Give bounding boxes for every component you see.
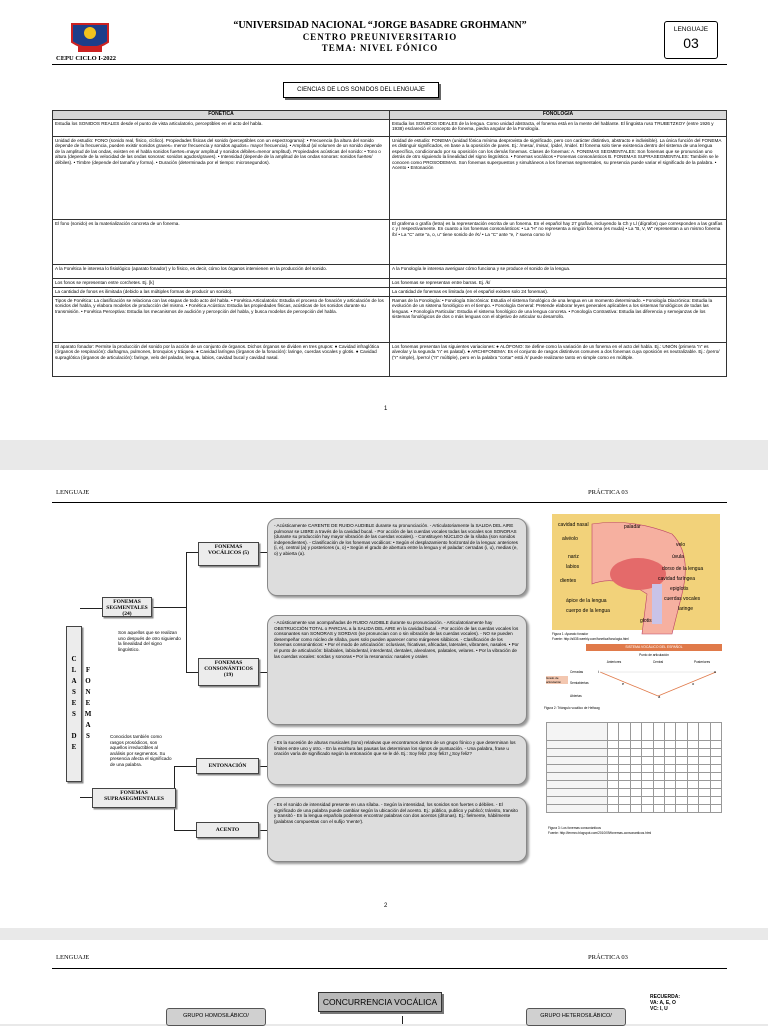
fig1-label: paladar	[624, 524, 641, 530]
connector	[402, 1016, 403, 1024]
connector	[259, 552, 267, 553]
intonation-info-box: - Es la sucesión de alturas musicales (tono) relativas que encontramos dentro de un grupo fónico y que determinan los límites entre uno y otro. - En la escritura las pausas las determinan los signos de puntuación. - Una palabra, frase u oración varía de significado según la entonación que se le dé. Ej.: Soy feliz ¡Soy feliz! ¿Soy feliz?	[267, 735, 527, 785]
fig1-label: glotis	[640, 618, 652, 624]
fig2-row: Cerradas	[570, 670, 584, 674]
connector	[259, 766, 267, 767]
course-badge	[664, 21, 718, 59]
connector	[80, 608, 102, 609]
fig1-label: nariz	[568, 554, 579, 560]
consonant-table-figure	[546, 722, 722, 822]
fig2-vowel: e	[622, 681, 625, 686]
fig1-label: dientes	[560, 578, 577, 584]
connector	[259, 830, 267, 831]
col-header-fonologia: FONOLOGÍA	[390, 111, 727, 120]
page-2	[0, 470, 768, 928]
fig2-vowel: u	[714, 669, 717, 674]
connector	[186, 672, 198, 673]
fig1-label: labios	[566, 564, 580, 570]
table-cell: Los fonemas se representan entre barras. Ej. /k/	[390, 278, 727, 287]
accent-info-box: - Es el sonido de intensidad presente en una sílaba. - Según la intensidad, los sonidos son fuertes o débiles. - El significado de una palabra puede cambiar según la ubicación del acento. Ej.: público, publico y publicó; tránsito, transito y transitó - En la lengua española podemos encontrar palabras con dos acentos (dítonas). Ej.: fielmente, hábilmente (palabras compuestas con el sufijo 'mente').	[267, 797, 527, 862]
reminder	[650, 994, 680, 1012]
fig2-caption: Figura 2: Triángulo vocálico de Hellwag	[544, 706, 600, 710]
fig2-vowel: a	[658, 694, 661, 699]
fig1-label: ápice de la lengua	[566, 598, 607, 604]
table-cell: Ramas de la Fonología: • Fonología Sincrónica: Estudia el sistema fonológico de una lengua en un momento determinado. • Fonología Diacrónica: Estudia la evolución de un sistema fonológico en el tiempo. • Fonología General: Pretende elaborar leyes generales aplicables a los sistemas fonológicos de todas las lenguas. • Fonología Particular: Estudia el sistema fonológico de una lengua concreta. • Fonología Contrastiva: Estudia las diferencia y semejanzas de los sistemas fonológicos de dos o más lenguas con el objetivo de articular su desarrollo.	[390, 296, 727, 342]
fig1-source: Fuente: http://s535.weebly.com/fonetica/fonologia.html	[552, 637, 629, 641]
fig2-vowel: o	[692, 681, 695, 686]
vocal-apparatus-figure	[552, 514, 720, 630]
fig2-col: Posteriores	[693, 660, 711, 664]
cycle-label: CEPU CICLO I-2022	[56, 55, 116, 62]
reminder-line: VC: I, U	[650, 1006, 668, 1012]
header-right: PRÁCTICA 03	[588, 954, 628, 961]
header-right: PRÁCTICA 03	[588, 489, 628, 496]
fig2-row: Abiertas	[570, 694, 582, 698]
fig1-label: epiglotis	[670, 586, 689, 592]
intonation-label: ENTONACIÓN	[196, 758, 259, 774]
fig2-vowel: i	[598, 669, 599, 674]
page-number: 1	[384, 406, 388, 412]
fig2-col: Central	[652, 660, 664, 664]
heterosyllabic-group: GRUPO HETEROSILÁBICO/	[526, 1008, 626, 1026]
segmental-label: FONEMAS SEGMENTALES (24)	[102, 597, 152, 617]
header-divider	[52, 64, 727, 65]
connector	[174, 766, 196, 767]
col-header-fonetica: FONÉTICA	[53, 111, 390, 120]
section-title: CIENCIAS DE LOS SONIDOS DEL LENGUAJE	[283, 82, 439, 98]
table-cell: La cantidad de fonos es ilimitada (debido a las múltiples formas de producir un sonido).	[53, 287, 390, 296]
fig2-side: Grado de articulación	[546, 676, 568, 684]
header-left: LENGUAJE	[56, 489, 90, 496]
consonant-grid	[546, 722, 722, 813]
table-cell: Estudia los SONIDOS REALES desde el punto de vista articulatorio, perceptibles en el acto del habla.	[53, 119, 390, 136]
consonant-info-box: - Acústicamente van acompañadas de RUIDO AUDIBLE durante su pronunciación. - Articulatoriamente hay OBSTRUCCIÓN TOTAL o PARCIAL a la SALIDA DEL AIRE en la cavidad bucal. - Por acción de las cuerdas vocales los consonantes son SONORAS y SORDAS (se pronuncian con o sin vibración de las cuerdas vocales). - NO se pueden desempeñar como núcleo de sílaba, pues solo pueden aparecer como márgenes silábicos. - Clasificación de los fonemas consonánticos: • Por el modo de articulación: oclusivas, fricativas, africadas, laterales, vibrantes, nasales. • Por el punto de articulación: bilabiales, labiodental, interdental, dentales, alveolares, palatales, velares. • Por la vibración de las cuerdas vocales: sordas y sonoras • Por la resonancia: nasales y orales	[267, 615, 527, 725]
suprasegmental-note: Conocidos también como rasgos prosódicos, son aquellos irreductibles al análisis por segmentos. Su presencia afecta el significado de una palabra.	[110, 734, 172, 767]
connector	[186, 552, 187, 672]
centre-title: CENTRO PREUNIVERSITARIO	[302, 32, 458, 42]
header-divider	[52, 502, 727, 503]
table-cell: Unidad de estudio: FONO (sonido real, físico, cíclico). Propiedades físicas del sonido (perceptibles con un espectrograma): • Frecuencia (la altura del sonido depende de la frecuencia, pueden existir sonidos graves= menor frecuencia y sonidos agudos= mayor frecuencia). • Amplitud (al volumen de un sonido depende de la amplitud de las ondas, existen en el habla sonidos fuertes=mayor amplitud y sonidos débiles=menor amplitud). Propiedades acústicas del sonido: • Tono o altura (depende de la velocidad de las ondas sonoras: sonidos agudos/graves). • Intensidad (depende de la amplitud de las ondas sonoras: sonidos fuertes/ débiles). • Timbre (depende del tamaño y forma). • Duración (determinada por el tiempo: microsegundos).	[53, 136, 390, 219]
table-cell: A la Fonética le interesa lo fisiológico (aparato fonador) y lo físico, es decir, cómo los órganos intervienen en la producción del sonido.	[53, 264, 390, 278]
table-cell: La cantidad de fonemas es limitada (en el español existen solo 24 fonemas).	[390, 287, 727, 296]
university-title: “UNIVERSIDAD NACIONAL “JORGE BASADRE GROHMANN”	[233, 20, 527, 31]
connector	[186, 552, 198, 553]
table-cell: Los fonos se representan entre corchetes. Ej. [k]	[53, 278, 390, 287]
table-cell: Los fonemas presentan las siguientes variaciones: ● ALÓFONO: Se define como la variación de un fonema en el acto del habla. Ej.: UNIÓN (primera “n” es alveolar y la segunda “n” es palatal). ● ARCHIFONEMA: Es el conjunto de rasgos distintivos comunes a dos fonemas cuya oposición es neutralizable. Ej.: /perro/ (“r” simple), /perro/ (“rr” múltiple), pero en la palabra “cortar” está /r/ puede realizarse tanto en simple como en múltiple.	[390, 342, 727, 376]
table-cell: A la Fonología le interesa averiguar cómo funciona y se produce el sonido de la lengua.	[390, 264, 727, 278]
course-label: LENGUAJE	[673, 26, 709, 33]
fig1-label: velo	[676, 542, 686, 548]
accent-label: ACENTO	[196, 822, 259, 838]
concurrence-title: CONCURRENCIA VOCÁLICA	[318, 992, 442, 1012]
reminder-line: VA: A, E, O	[650, 1000, 676, 1006]
vowel-phonemes-label: FONEMAS VOCÁLICOS (5)	[198, 542, 259, 566]
fig3-source: Fuente: http://lenmro.blogspot.com/2010/09/fonemas-consonanticos.html	[548, 831, 652, 835]
fig1-label: cuerpo de la lengua	[566, 608, 610, 614]
table-cell: Unidad de estudio: FONEMA (unidad fónica mínima desprovista de significado, pero con carácter distintivo, abstracto e indivisible). La única función del FONEMA es distinguir significados, en base a la oposición de pares. Ej.: /mesa/, /misa/, /pide/, /mide/. El fonema solo tiene existencia dentro del sistema de una lengua específica, condicionado por su oposición con los demás fonemas. Clases de fonemas: A. FONEMAS SEGMENTALES: Son fonemas que se pronuncian uno detrás de otro siguiendo la linealidad del signo lingüístico. • Fonemas vocálicos • Fonemas consonánticos B. FONEMAS SUPRASEGMENTALES: También se le conocen como PROSODEMAS. Son fonemas superpuestos y simultáneos a los fonemas segmentales, su presencia puede variar el significado de la palabra. • Acento • Entonación	[390, 136, 727, 219]
header-left: LENGUAJE	[56, 954, 90, 961]
table-cell: Tipos de Fonética: La clasificación se relaciona con las etapas de todo acto del habla. • Fonética Articulatoria: Estudia el proceso de fonación y articulación de los sonidos del habla, y elabora modelos de producción del mismo. • Fonética Acústica: Estudia las propiedades físicas, acústicas de los sonidos durante su transmisión. • Fonética Perceptiva: Estudia los mecanismos de audición y percepción del habla, y busca modelos de percepción del habla.	[53, 296, 390, 342]
course-number: 03	[683, 35, 699, 51]
connector	[150, 607, 186, 608]
suprasegmental-label: FONEMAS SUPRASEGMENTALES	[92, 788, 176, 808]
table-cell: El fono (sonido) es la materialización concreta de un fonema.	[53, 219, 390, 264]
segmental-note: Son aquellos que se realizan uno después de otro siguiendo la linealidad del signo lingüístico.	[118, 630, 181, 652]
homosyllabic-group: GRUPO HOMOSILÁBICO/	[166, 1008, 266, 1026]
fig2-title: SISTEMA VOCÁLICO DEL ESPAÑOL	[586, 644, 722, 651]
phonetics-phonology-table	[52, 110, 727, 377]
fig2-row: Semiabiertas	[570, 681, 589, 685]
table-cell: El aparato fonador: Permite la producción del sonido por la acción de un conjunto de órganos. Dichos órganos se dividen en tres grupos: ● Cavidad infraglótica (órganos de respiración): diafragma, pulmones, bronquios y tráquea. ● Cavidad laríngea (órganos de la fonación): laringe, cuerdas vocales y glotis. ● Cavidad supraglótica (órganos de articulación): faringe, velo del paladar, lengua, labios, cavidad bucal y cavidad nasal.	[53, 342, 390, 376]
university-logo-icon	[68, 20, 112, 54]
connector	[259, 672, 267, 673]
fig3-caption: Figura 3: Los fonemas consonánticos	[548, 826, 601, 830]
fig1-label: laringe	[678, 606, 694, 612]
reminder-title: RECUERDA:	[650, 994, 680, 1000]
page-number: 2	[384, 903, 388, 909]
connector	[174, 830, 196, 831]
fig1-label: cavidad faríngea	[658, 576, 695, 582]
fig2-col: Anteriores	[606, 660, 622, 664]
fig1-label: cavidad nasal	[558, 522, 589, 528]
fig1-caption: Figura 1: Aparato fonador	[552, 632, 589, 636]
classes-title: CLASES DE FONEMAS	[66, 626, 82, 782]
consonant-phonemes-label: FONEMAS CONSONÁNTICOS (19)	[198, 658, 259, 686]
page-3	[0, 940, 768, 1024]
fig2-subtitle: Punto de articulación	[639, 653, 669, 657]
vowel-triangle-figure	[546, 644, 722, 704]
page-1	[0, 0, 768, 440]
fig1-label: cuerdas vocales	[664, 596, 701, 602]
table-cell: Estudia los SONIDOS IDEALES de la lengua. Como unidad abstracta, el fonema está en la mente del hablante. El lingüista ruso TRUBETZKOY (entre 1926 y 1938) esclareció el concepto de fonema, piedra angular de la Fonología.	[390, 119, 727, 136]
table-cell: El grafema o grafía (letra) es la representación escrita de un fonema. En el español hay 27 grafías, incluyendo la Ch y Ll (dígrafos) que corresponden a las grafías c y l respectivamente. En cuanto a los fonemas consonánticos: • La “H” no representa a ningún fonema (es muda) • La “B, V, W” representan a un mismo fonema /b/ • La “C” ante “a, o, u” tiene sonido de /K/ • La “C” ante “e, i” suena como /s/	[390, 219, 727, 264]
connector	[80, 797, 92, 798]
fig1-label: dorso de la lengua	[662, 566, 704, 572]
theme-title: TEMA: NIVEL FÓNICO	[321, 43, 439, 53]
fig1-label: úvula	[672, 554, 684, 560]
fig1-label: alvéolo	[562, 536, 578, 542]
header-divider	[52, 968, 727, 969]
vowel-info-box: - Acústicamente CARENTE DE RUIDO AUDIBLE durante su pronunciación. - Articulatoriamente la SALIDA DEL AIRE pulmonar se LIBRE a través de la cavidad bucal. - Por acción de las cuerdas vocales todas las vocales son SONORAS (durante su producción hay mayor vibración de las cuerdas vocales). - Constituyen NÚCLEO de la sílaba (son sonidos independientes). - Clasificación de los fonemas vocálicos: • Según el desplazamiento horizontal de la lengua: anteriores (i, e), central (a) y posteriores (u, o) • Según el grado de abertura entre la lengua y el paladar: cerradas (i, u), medias (e, o) y abierta (a).	[267, 518, 527, 596]
